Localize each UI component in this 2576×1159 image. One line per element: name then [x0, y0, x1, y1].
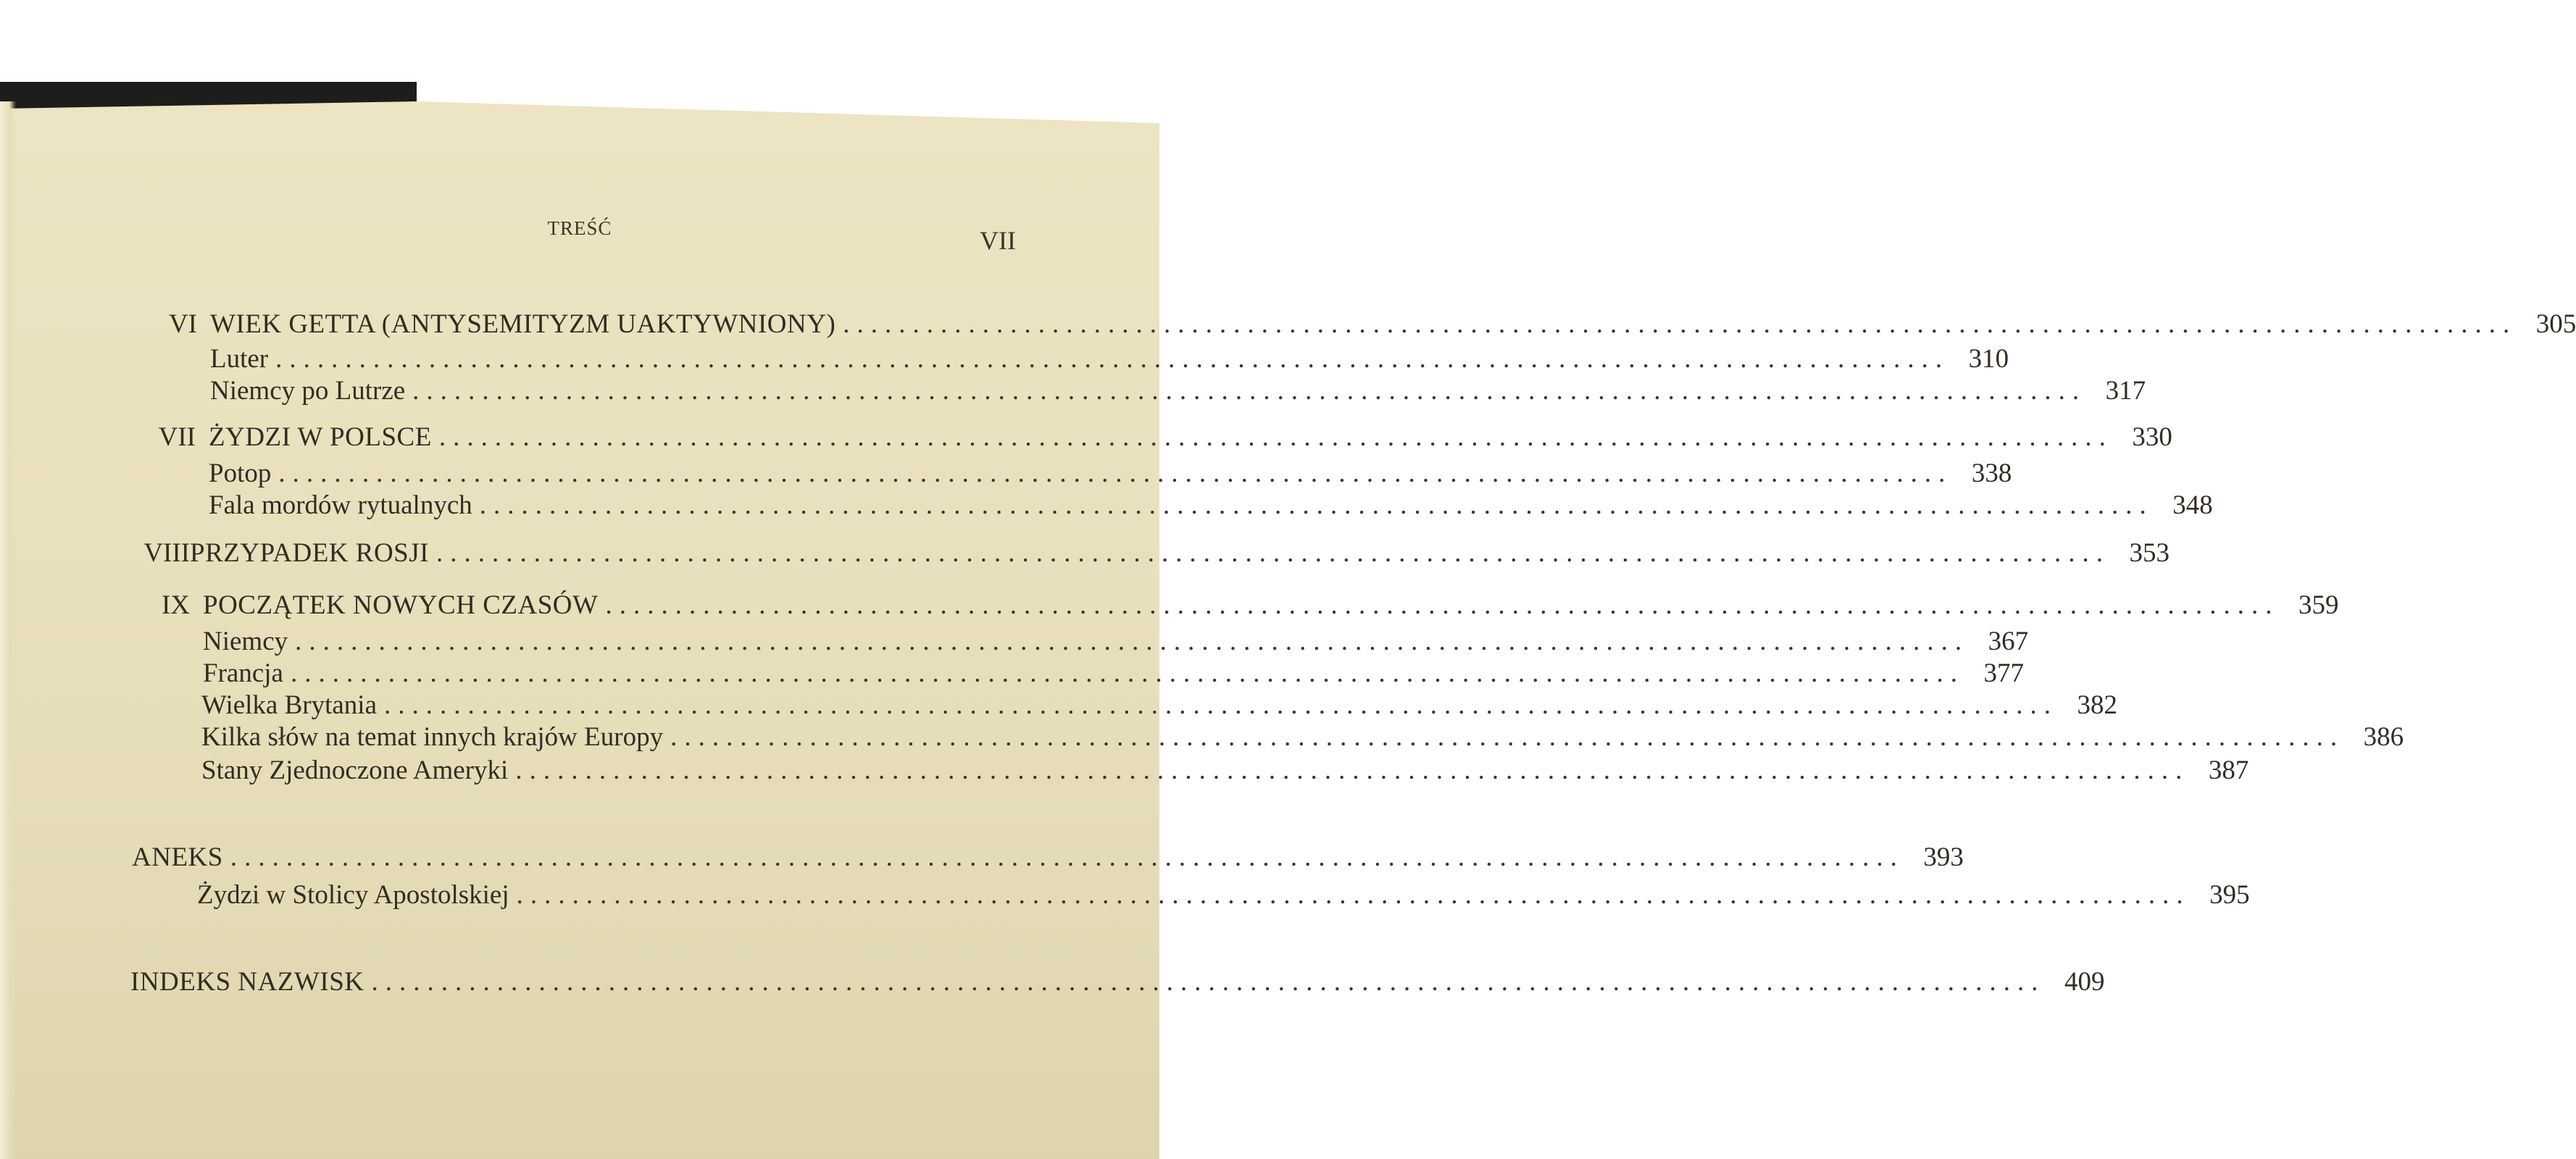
dot-leader: ........................................................................................................................ [412, 376, 2087, 406]
running-head: TREŚĆ [547, 217, 612, 239]
toc-entry-section [138, 375, 2146, 407]
entry-page-number: 348 [2172, 490, 2213, 520]
entry-title: PRZYPADEK ROSJI [190, 538, 429, 568]
entry-page-number: 330 [2132, 422, 2172, 452]
dot-leader: ........................................................................................................................ [479, 490, 2154, 520]
toc-entry-section [130, 658, 2024, 690]
toc-entry-appendix [132, 842, 1964, 874]
entry-title: ŻYDZI W POLSCE [209, 422, 432, 452]
dot-leader: ........................................................................................................................ [843, 309, 2517, 339]
toc-entry-chapter [130, 590, 2339, 622]
toc-entry-section [130, 626, 2029, 658]
entry-page-number: 409 [2064, 967, 2105, 997]
entry-title: ANEKS [132, 842, 223, 872]
dot-leader: ........................................................................................................................ [516, 880, 2191, 910]
toc-entry-section [136, 490, 2213, 522]
entry-page-number: 359 [2298, 590, 2339, 620]
entry-title: INDEKS NAZWISK [130, 967, 364, 997]
entry-title: POCZĄTEK NOWYCH CZASÓW [203, 590, 599, 620]
chapter-number: VIII [143, 538, 190, 568]
toc-entry-section [132, 879, 2250, 911]
entry-page-number: 310 [1968, 344, 2009, 374]
entry-page-number: 317 [2105, 376, 2146, 406]
dot-leader: ........................................................................................................................ [295, 627, 1969, 656]
dot-leader: ........................................................................................................................ [290, 658, 1964, 688]
entry-page-number: 338 [1971, 459, 2012, 488]
toc-entry-section [136, 458, 2012, 490]
entry-title: Niemcy po Lutrze [210, 376, 406, 406]
entry-title: Żydzi w Stolicy Apostolskiej [197, 880, 509, 910]
toc-entry-section [138, 343, 2009, 375]
entry-page-number: 382 [2077, 690, 2117, 720]
entry-page-number: 386 [2363, 722, 2404, 752]
entry-title: Niemcy [203, 627, 288, 656]
entry-page-number: 353 [2129, 538, 2169, 568]
entry-title: Potop [209, 459, 272, 488]
dot-leader: ........................................................................................................................ [278, 459, 1953, 488]
entry-page-number: 305 [2535, 309, 2576, 339]
toc-entry-section [129, 755, 2249, 787]
entry-page-number: 387 [2208, 756, 2249, 785]
toc-entry-chapter [136, 422, 2172, 453]
dot-leader: ........................................................................................................................ [438, 422, 2113, 452]
page-gutter [0, 101, 16, 1159]
toc-entry-section [129, 721, 2404, 753]
entry-title: Luter [210, 344, 269, 374]
dot-leader: ........................................................................................................................ [384, 690, 2058, 720]
dot-leader: ........................................................................................................................ [275, 344, 1950, 374]
dot-leader: ........................................................................................................................ [670, 722, 2345, 752]
entry-page-number: 377 [1983, 658, 2024, 688]
page-folio: VII [980, 226, 1016, 255]
entry-title: Francja [203, 658, 283, 688]
dot-leader: ........................................................................................................................ [230, 842, 1904, 872]
entry-title: WIEK GETTA (ANTYSEMITYZM UAKTYWNIONY) [210, 309, 836, 339]
entry-title: Stany Zjednoczone Ameryki [201, 756, 509, 785]
toc-entry-section [129, 690, 2117, 721]
entry-page-number: 395 [2209, 880, 2250, 910]
entry-title: Fala mordów rytualnych [209, 490, 472, 520]
toc-entry-chapter [138, 309, 2576, 340]
entry-title: Wielka Brytania [201, 690, 377, 720]
chapter-number: VI [168, 309, 197, 339]
dot-leader: ........................................................................................................................ [605, 590, 2280, 620]
toc-entry-index [130, 966, 2105, 998]
dot-leader: ........................................................................................................................ [435, 538, 2110, 568]
toc-entry-chapter [138, 537, 2169, 569]
entry-page-number: 393 [1923, 842, 1964, 872]
dot-leader: ........................................................................................................................ [371, 967, 2046, 997]
entry-title: Kilka słów na temat innych krajów Europy [201, 722, 664, 752]
entry-page-number: 367 [1988, 627, 2029, 656]
dot-leader: ........................................................................................................................ [515, 756, 2190, 785]
chapter-number: VII [158, 422, 196, 452]
chapter-number: IX [161, 590, 190, 620]
